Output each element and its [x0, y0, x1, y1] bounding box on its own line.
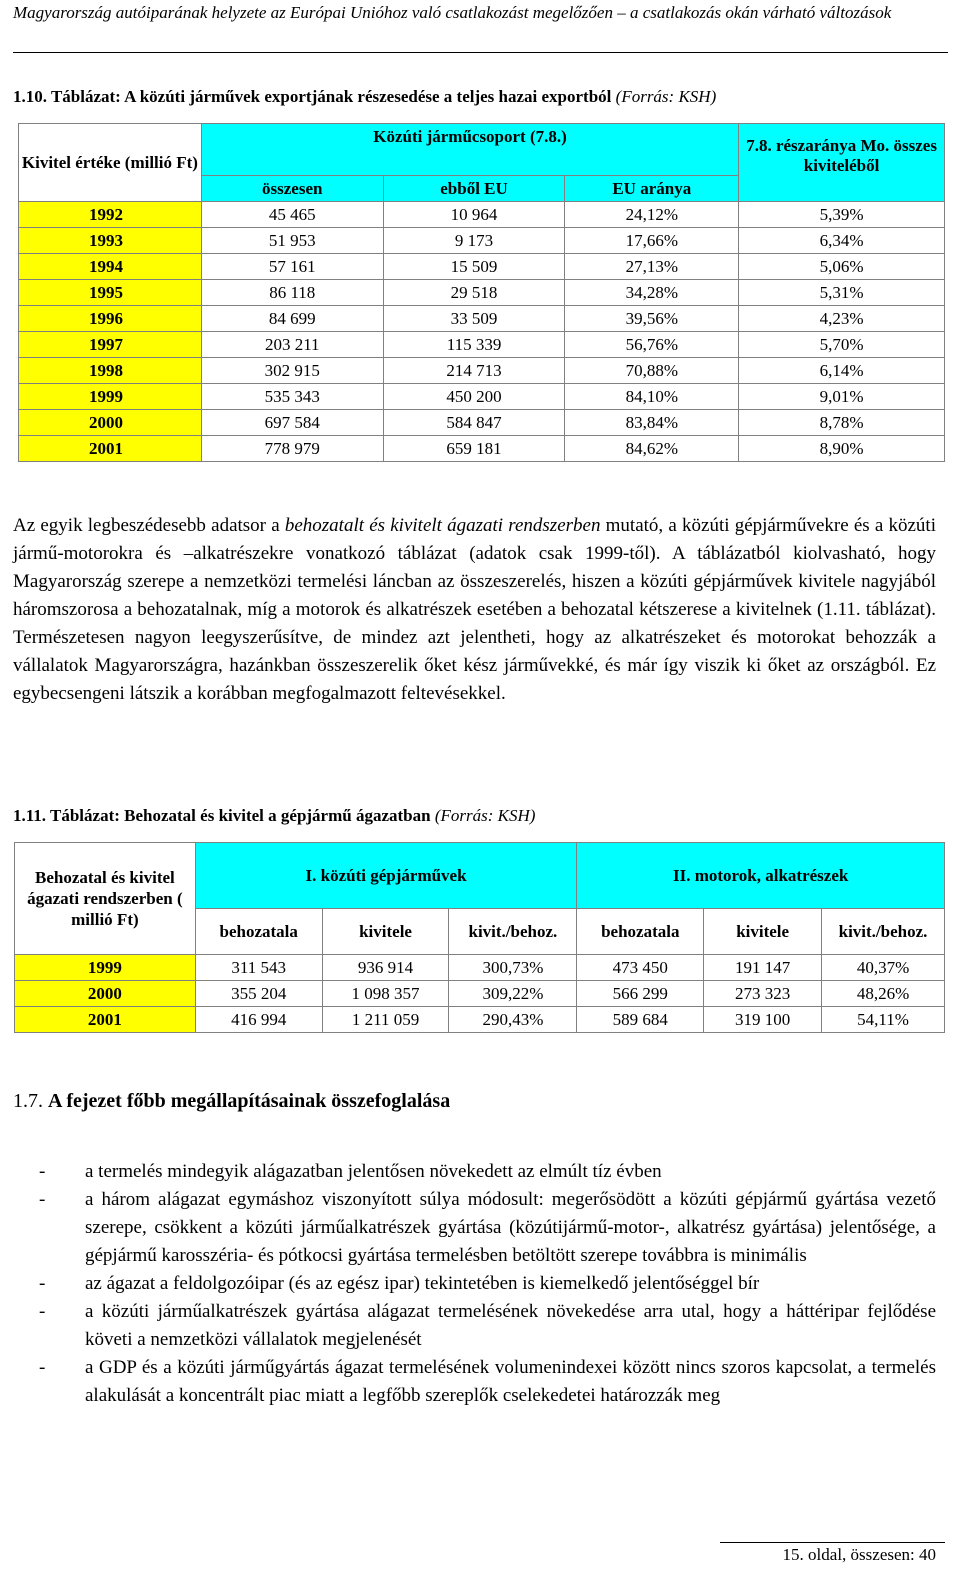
section-heading: [13, 1090, 450, 1113]
table1-cell-year: 1999: [19, 384, 202, 410]
table1-share-header: 7.8. részaránya Mo. összes kiviteléből: [739, 124, 945, 202]
table1-cell-eu: 9 173: [383, 228, 565, 254]
export-share-table: [18, 123, 945, 462]
table1-caption: [13, 87, 716, 107]
table-row: [19, 280, 945, 306]
table1-cell-eu_share: 24,12%: [565, 202, 739, 228]
table1-subheader: EU aránya: [565, 176, 739, 202]
table-row: [15, 955, 945, 981]
list-item-text: a GDP és a közúti járműgyártás ágazat termelésének volumenindexei között nincs szoros kapcsolat, a termelés alakulását a koncentrált piac miatt a legfőbb szereplők cselekedetei határozzák meg: [85, 1357, 936, 1406]
table1-cell-year: 1995: [19, 280, 202, 306]
table1-cell-eu: 450 200: [383, 384, 565, 410]
table-row: [19, 254, 945, 280]
table1-cell-eu: 10 964: [383, 202, 565, 228]
table-row: [19, 228, 945, 254]
bullet-dash: -: [39, 1301, 46, 1322]
table1-cell-year: 1998: [19, 358, 202, 384]
table-row: [19, 332, 945, 358]
section-title: A fejezet főbb megállapításainak összefoglalása: [48, 1090, 451, 1112]
table1-cell-year: 2001: [19, 436, 202, 462]
table2-cell-c5: 319 100: [704, 1007, 822, 1033]
table1-cell-total: 45 465: [201, 202, 383, 228]
page-footer: 15. oldal, összesen: 40: [782, 1545, 936, 1564]
section-number: 1.7.: [13, 1090, 43, 1112]
table2-cell-c6: 40,37%: [822, 955, 945, 981]
table1-cell-eu_share: 84,62%: [565, 436, 739, 462]
table2-cell-year: 2001: [15, 1007, 196, 1033]
table1-cell-eu: 33 509: [383, 306, 565, 332]
table1-cell-year: 1994: [19, 254, 202, 280]
table1-cell-eu_share: 84,10%: [565, 384, 739, 410]
import-export-table: [14, 842, 945, 1033]
list-item-text: a közúti járműalkatrészek gyártása alágazat termelésének növekedése arra utal, hogy a háttéripar fejlődése követi a nemzetközi vállalatok megjelenését: [85, 1301, 936, 1350]
table2-cell-c6: 48,26%: [822, 981, 945, 1007]
table-row: [19, 384, 945, 410]
table1-source: (Forrás: KSH): [615, 87, 717, 106]
table2-cell-c6: 54,11%: [822, 1007, 945, 1033]
table2-cell-c4: 473 450: [577, 955, 704, 981]
bullet-dash: -: [39, 1273, 46, 1294]
table2-cell-c2: 1 211 059: [322, 1007, 449, 1033]
table2-cell-c3: 290,43%: [449, 1007, 577, 1033]
table1-cell-eu_share: 56,76%: [565, 332, 739, 358]
table1-cell-year: 2000: [19, 410, 202, 436]
table2-cell-c2: 1 098 357: [322, 981, 449, 1007]
table-row: [19, 436, 945, 462]
table1-col0-header: Kivitel értéke (millió Ft): [19, 124, 202, 202]
table1-cell-year: 1993: [19, 228, 202, 254]
table-row: [19, 358, 945, 384]
table-row: [19, 410, 945, 436]
table-row: [19, 306, 945, 332]
table2-cell-year: 2000: [15, 981, 196, 1007]
table2-cell-c1: 355 204: [195, 981, 322, 1007]
header-rule: [13, 52, 948, 53]
table2-subheader: kivit./behoz.: [822, 909, 945, 955]
footer-rule: [720, 1542, 945, 1543]
table2-cell-c5: 191 147: [704, 955, 822, 981]
table1-cell-total: 51 953: [201, 228, 383, 254]
list-item: [13, 1158, 936, 1186]
table2-cell-year: 1999: [15, 955, 196, 981]
table1-cell-year: 1996: [19, 306, 202, 332]
bullet-dash: -: [39, 1189, 46, 1210]
table1-cell-eu_share: 39,56%: [565, 306, 739, 332]
table2-subheader: kivit./behoz.: [449, 909, 577, 955]
table1-cell-eu_share: 83,84%: [565, 410, 739, 436]
table2-cell-c2: 936 914: [322, 955, 449, 981]
table1-cell-eu: 15 509: [383, 254, 565, 280]
list-item-text: az ágazat a feldolgozóipar (és az egész ipar) tekintetében is kiemelkedő jelentőséggel bír: [85, 1273, 760, 1294]
table2-cell-c1: 311 543: [195, 955, 322, 981]
list-item-text: a három alágazat egymáshoz viszonyított súlya módosult: megerősödött a közúti gépjármű gyártása vezető szerepe, csökkent a közúti járműalkatrészek gyártása (közútijármű-motor-, alkatrész gyártása) jelentősége, a gépjármű karosszéria- és pótkocsi gyártása termelésben betöltött szerepe továbbra is minimális: [85, 1189, 936, 1266]
table2-cell-c3: 300,73%: [449, 955, 577, 981]
body-paragraph: [13, 512, 936, 708]
table1-cell-share: 5,70%: [739, 332, 945, 358]
bullet-dash: -: [39, 1357, 46, 1378]
table2-cell-c1: 416 994: [195, 1007, 322, 1033]
table1-cell-eu_share: 70,88%: [565, 358, 739, 384]
table1-cell-share: 5,06%: [739, 254, 945, 280]
para-part-a: Az egyik legbeszédesebb adatsor a: [13, 515, 285, 536]
table1-cell-year: 1997: [19, 332, 202, 358]
table1-cell-total: 57 161: [201, 254, 383, 280]
table2-subheader: kivitele: [704, 909, 822, 955]
table2-subheader: kivitele: [322, 909, 449, 955]
table1-cell-eu_share: 34,28%: [565, 280, 739, 306]
table1-subheader: összesen: [201, 176, 383, 202]
table1-cell-eu_share: 17,66%: [565, 228, 739, 254]
table1-cell-total: 86 118: [201, 280, 383, 306]
list-item: [13, 1354, 936, 1410]
table1-cell-total: 778 979: [201, 436, 383, 462]
table1-subheader: ebből EU: [383, 176, 565, 202]
summary-list: [13, 1158, 936, 1410]
table1-caption-text: 1.10. Táblázat: A közúti járművek exportjának részesedése a teljes hazai exportból: [13, 87, 612, 106]
table1-cell-share: 9,01%: [739, 384, 945, 410]
table1-cell-total: 535 343: [201, 384, 383, 410]
table1-cell-share: 5,39%: [739, 202, 945, 228]
table1-cell-eu: 29 518: [383, 280, 565, 306]
table1-cell-total: 302 915: [201, 358, 383, 384]
table2-cell-c5: 273 323: [704, 981, 822, 1007]
table2-caption: [13, 806, 535, 826]
table1-cell-total: 203 211: [201, 332, 383, 358]
table-row: [19, 202, 945, 228]
table1-cell-eu: 115 339: [383, 332, 565, 358]
table1-cell-eu: 659 181: [383, 436, 565, 462]
table1-cell-total: 84 699: [201, 306, 383, 332]
list-item: [13, 1298, 936, 1354]
table2-group2-header: II. motorok, alkatrészek: [577, 843, 945, 909]
para-part-b: mutató, a közúti gépjárművekre és a közúti jármű-motorokra és –alkatrészekre vonatkozó táblázat (adatok csak 1999-től). A táblázatból kiolvasható, hogy Magyarország szerepe a nemzetközi termelési láncban az összeszerelés, hiszen a közúti gépjárművek kivitele nagyjából háromszorosa a behozatalnak, míg a motorok és alkatrészek esetében a behozatal kétszerese a kivitelnek (1.11. táblázat). Természetesen nagyon leegyszerűsítve, de mindez azt jelentheti, hogy az alkatrészeket és motorokat behozzák a vállalatok Magyarországra, hazánkban összeszerelik őket kész járművekké, és már így viszik ki őket az országból. Ez egybecsengeni látszik a korábban megfogalmazott feltevésekkel.: [13, 515, 936, 704]
running-header: Magyarország autóiparának helyzete az Európai Unióhoz való csatlakozást megelőzően – a csatlakozás okán várható változások: [13, 3, 892, 22]
table2-cell-c4: 589 684: [577, 1007, 704, 1033]
table2-cell-c3: 309,22%: [449, 981, 577, 1007]
table2-col0-header: Behozatal és kivitel ágazati rendszerben ( millió Ft): [15, 843, 196, 955]
table1-cell-eu: 584 847: [383, 410, 565, 436]
table1-cell-eu: 214 713: [383, 358, 565, 384]
table2-caption-text: 1.11. Táblázat: Behozatal és kivitel a gépjármű ágazatban: [13, 806, 431, 825]
list-item: [13, 1270, 936, 1298]
table1-cell-share: 5,31%: [739, 280, 945, 306]
table1-cell-share: 6,34%: [739, 228, 945, 254]
table2-subheader: behozatala: [195, 909, 322, 955]
table2-subheader: behozatala: [577, 909, 704, 955]
table1-cell-year: 1992: [19, 202, 202, 228]
list-item-text: a termelés mindegyik alágazatban jelentősen növekedett az elmúlt tíz évben: [85, 1161, 662, 1182]
table1-cell-share: 8,78%: [739, 410, 945, 436]
para-emphasis: behozatalt és kivitelt ágazati rendszerben: [284, 515, 601, 536]
table1-cell-share: 4,23%: [739, 306, 945, 332]
bullet-dash: -: [39, 1161, 46, 1182]
table-row: [15, 1007, 945, 1033]
table1-cell-eu_share: 27,13%: [565, 254, 739, 280]
table1-cell-share: 6,14%: [739, 358, 945, 384]
table2-source: (Forrás: KSH): [434, 806, 536, 825]
table2-group1-header: I. közúti gépjárművek: [195, 843, 577, 909]
table1-cell-total: 697 584: [201, 410, 383, 436]
list-item: [13, 1186, 936, 1270]
table2-cell-c4: 566 299: [577, 981, 704, 1007]
table-row: [15, 981, 945, 1007]
table1-cell-share: 8,90%: [739, 436, 945, 462]
table1-group-header: Közúti járműcsoport (7.8.): [201, 124, 738, 176]
